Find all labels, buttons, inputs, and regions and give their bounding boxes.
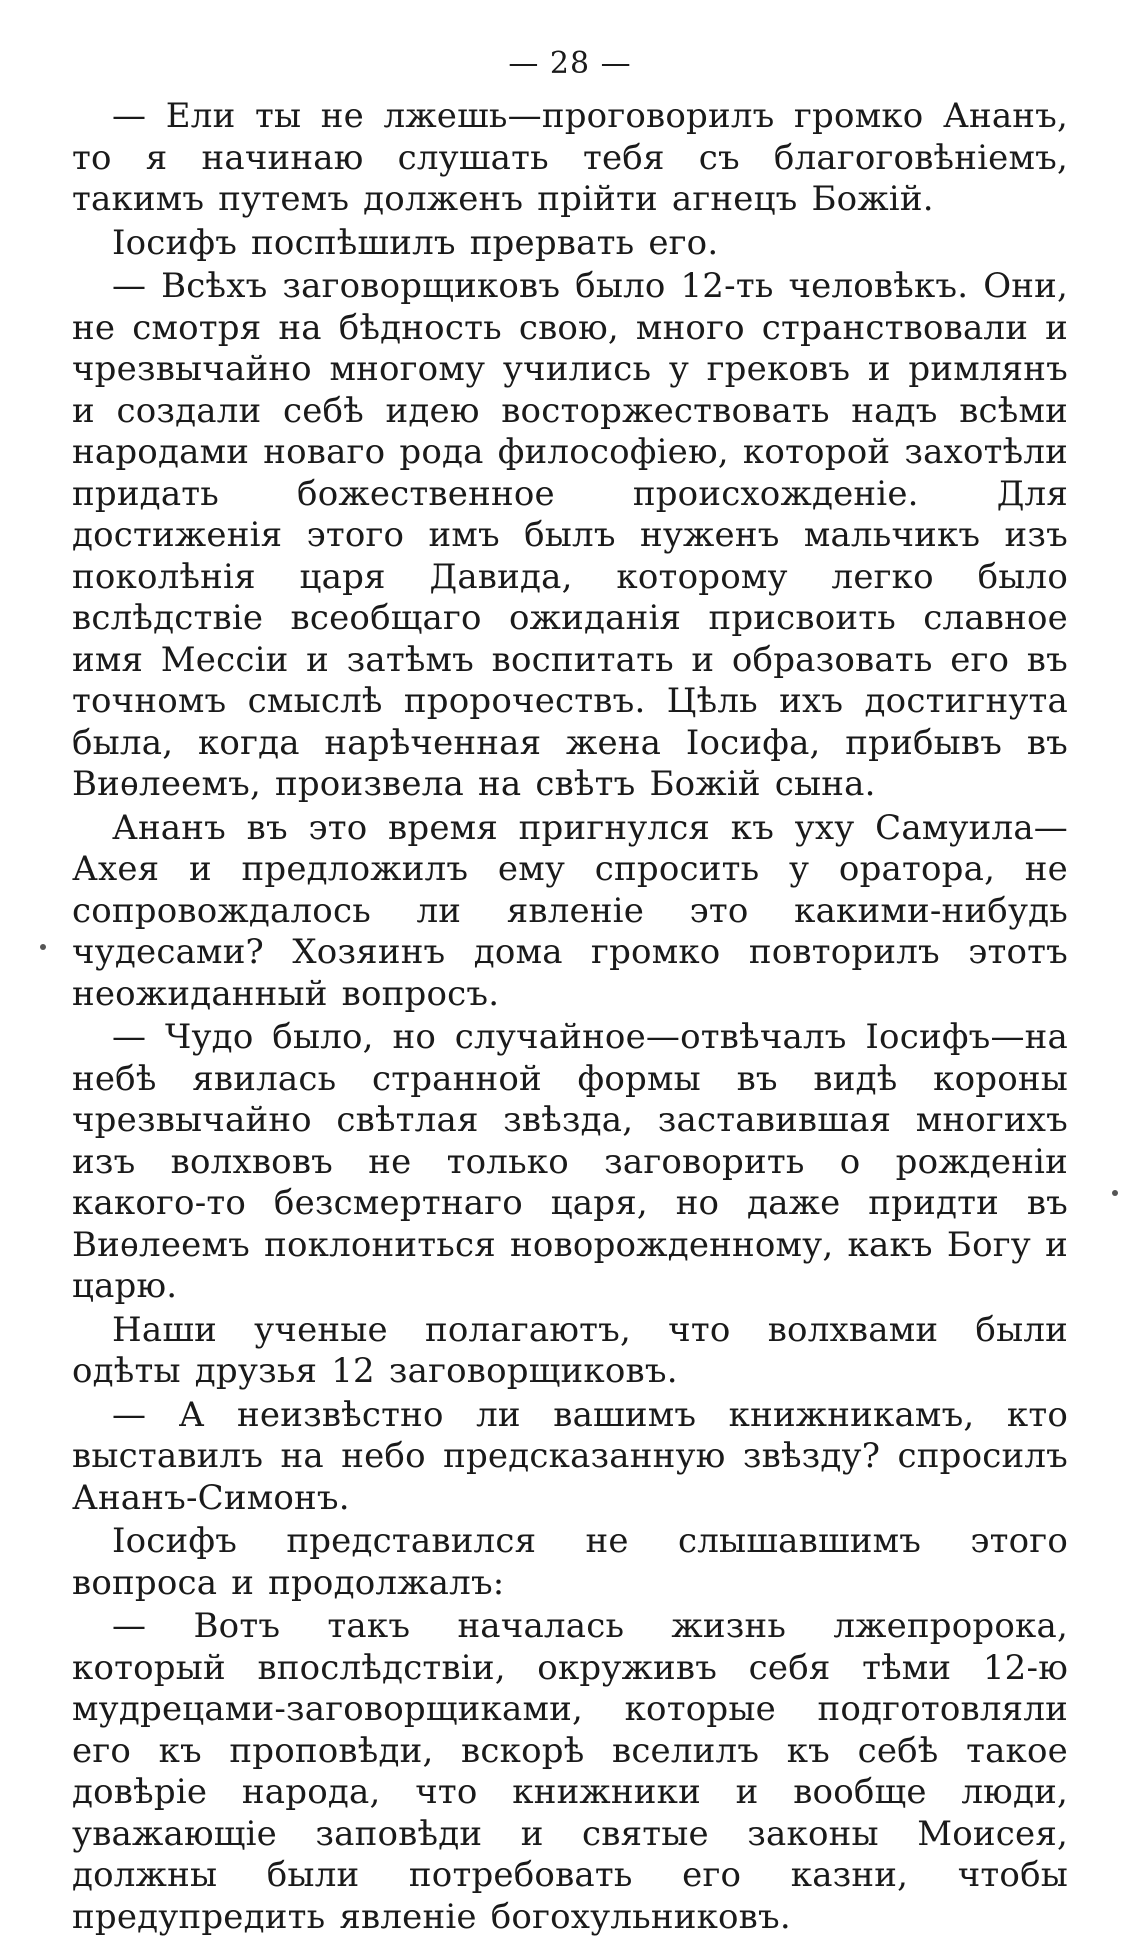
paragraph: — Ели ты не лжешь—проговорилъ громко Ананъ, то я начинаю слушать тебя съ благоговѣнiемъ, такимъ путемъ долженъ прiйти агнецъ Божiй. — [72, 96, 1068, 219]
paragraph: Iосифъ поспѣшилъ прервать его. — [112, 222, 719, 263]
paragraph: — Чудо было, но случайное—отвѣчалъ Iосифъ—на небѣ явилась странной формы въ видѣ короны чрезвычайно свѣтлая звѣзда, заставившая многихъ изъ волхвовъ не только заговорить о рожденiи какого-то безсмертнаго царя, но даже придти въ Виѳлеемъ поклониться новорожденному, какъ Богу и царю. — [72, 1017, 1068, 1306]
paragraph: Наши ученые полагаютъ, что волхвами были одѣты друзья 12 заговорщиковъ. — [72, 1309, 1068, 1391]
paragraph: — Вотъ такъ началась жизнь лжепророка, который впослѣдствiи, окруживъ себя тѣми 12-ю мудрецами-заговорщиками, которые подготовляли его къ проповѣди, вскорѣ вселилъ къ себѣ такое довѣрiе народа, что книжники и вообще люди, уважающiе заповѣди и святые законы Моисея, должны были потребовать его казни, чтобы предупредить явленiе богохульниковъ. — [72, 1606, 1068, 1937]
paragraph: — А неизвѣстно ли вашимъ книжникамъ, кто выставилъ на небо предсказанную звѣзду? спросилъ Ананъ-Симонъ. — [72, 1394, 1068, 1518]
paragraph: — Всѣхъ заговорщиковъ было 12-ть человѣкъ. Они, не смотря на бѣдность свою, много странствовали и чрезвычайно многому учились у грековъ и римлянъ и создали себѣ идею восторжествовать надъ всѣми народами новаго рода философiею, которой захотѣли придать божественное происхожденiе. Для достиженiя этого имъ былъ нуженъ мальчикъ изъ поколѣнiя царя Давида, которому легко было вслѣдствiе всеобщаго ожиданiя присвоить славное имя Мессiи и затѣмъ воспитать и образовать его въ точномъ смыслѣ пророчествъ. Цѣль ихъ достигнута была, когда нарѣченная жена Iосифа, прибывъ въ Виѳлеемъ, произвела на свѣтъ Божiй сына. — [72, 266, 1068, 804]
paragraph: Iосифъ представился не слышавшимъ этого вопроса и продолжалъ: — [72, 1521, 1068, 1603]
margin-speck — [1112, 1190, 1118, 1196]
paragraph: Ананъ въ это время пригнулся къ уху Самуила—Ахея и предложилъ ему спросить у оратора, не сопровождалось ли явленiе это какими-нибудь чудесами? Хозяинъ дома громко повторилъ этотъ неожиданный вопросъ. — [72, 807, 1068, 1014]
book-page — [72, 44, 1068, 1940]
margin-speck — [40, 944, 46, 950]
page-number: — 28 — — [508, 46, 632, 81]
